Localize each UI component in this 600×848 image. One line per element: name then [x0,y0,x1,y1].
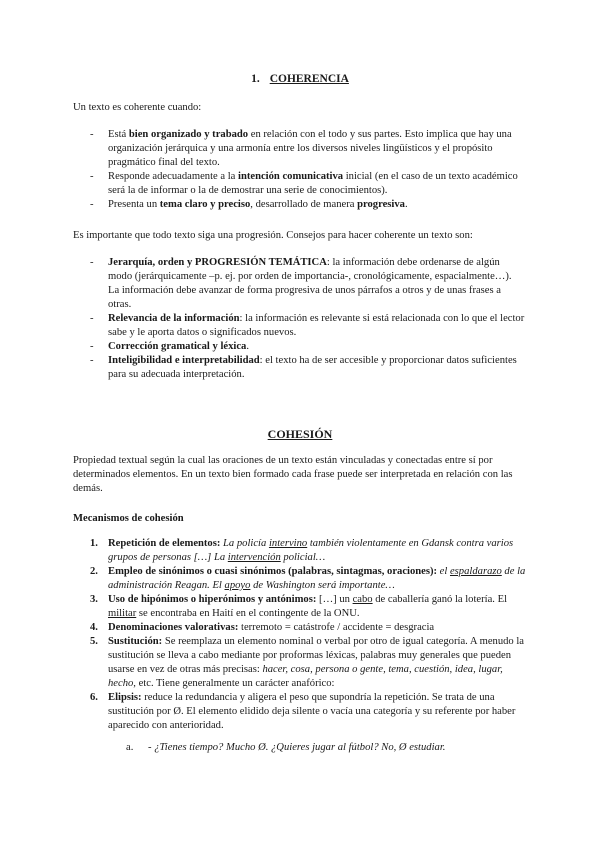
sub-item-dash: - [148,742,152,753]
list-item: - Corrección gramatical y léxica. [90,340,525,354]
list-item: 2. Empleo de sinónimos o cuasi sinónimos (palabras, sintagmas, oraciones): el espaldarazo de la administración Reagan. El apoyo de Washington será importante… [90,566,526,591]
section-heading-cohesion: COHESIÓN [267,427,333,441]
mechanisms-title: Mecanismos de cohesión [73,513,184,524]
list-item: - Relevancia de la información: la información es relevante si está relacionada con lo que el lector sabe y le aporta datos o significados nuevos. [90,312,525,340]
list-item: 3. Uso de hipónimos o hiperónimos y antónimos: […] un cabo de caballería ganó la lotería. El militar se encontraba en Haití en el contingente de la ONU. [90,594,508,619]
ellipsis-example [126,741,546,755]
list-item: 1. Repetición de elementos: La policía intervino también violentamente en Gdansk contra varios grupos de personas […] La intervención policial… [90,538,514,563]
list-item: - Inteligibilidad e interpretabilidad: el texto ha de ser accesible y proporcionar datos suficientes para su adecuada interpretación. [90,354,525,382]
section-heading-coherencia [0,72,600,86]
ellipsis-example-text: ¿Tienes tiempo? Mucho Ø. ¿Quieres jugar al fútbol? No, Ø estudiar. [154,742,446,753]
list-item: 6. Elipsis: reduce la redundancia y aligera el peso que supondría la repetición. Se trata de una sustitución por Ø. El elemento elidido deja silente o vacía una categoría y su referente por haber aparecido con anterioridad. [90,692,516,731]
list-item: 5. Sustitución: Se reemplaza un elemento nominal o verbal por otro de igual categoría. A menudo la sustitución se lleva a cabo mediante por proformas léxicas, palabras muy generales que pueden usarse en vez de otras más precisas: hacer, cosa, persona o gente, tema, cuestión, idea, lugar, hecho, etc. Tiene generalmente un carácter anafórico: [90,636,525,689]
heading-number: 1. [251,73,260,85]
list-item: - Presenta un tema claro y preciso, desarrollado de manera progresiva. [90,198,525,212]
heading-title: COHERENCIA [269,73,349,85]
cohesion-definition: Propiedad textual según la cual las oraciones de un texto están vinculadas y conectadas entre sí por determinados elementos. En un texto bien formado cada frase puede ser interpretada en relación con las demás. [73,455,513,494]
progression-intro: Es importante que todo texto siga una progresión. Consejos para hacer coherente un texto son: [73,230,473,241]
list-item: - Responde adecuadamente a la intención comunicativa inicial (en el caso de un texto académico será la de informar o la de demostrar una serie de conocimientos). [90,170,525,198]
cohesion-mechanisms-list [90,537,530,733]
list-item: - Jerarquía, orden y PROGRESIÓN TEMÁTICA: la información debe ordenarse de algún modo (jerárquicamente –p. ej. por orden de importancia-, cronológicamente, espacialmente…). La información debe avanzar de forma progresiva de unos párrafos a otros y de unas frases a otras. [90,256,525,312]
coherence-conditions-list [90,128,525,212]
coherence-tips-list [90,256,525,382]
sub-item-letter: a. [126,742,134,753]
intro-text: Un texto es coherente cuando: [73,102,202,113]
list-item: - Está bien organizado y trabado en relación con el todo y sus partes. Esto implica que hay una organización jerárquica y una armonía entre los diversos niveles lingüísticos y el propósito pragmático final del texto. [90,128,525,170]
list-item: 4. Denominaciones valorativas: terremoto = catástrofe / accidente = desgracia [90,622,435,633]
